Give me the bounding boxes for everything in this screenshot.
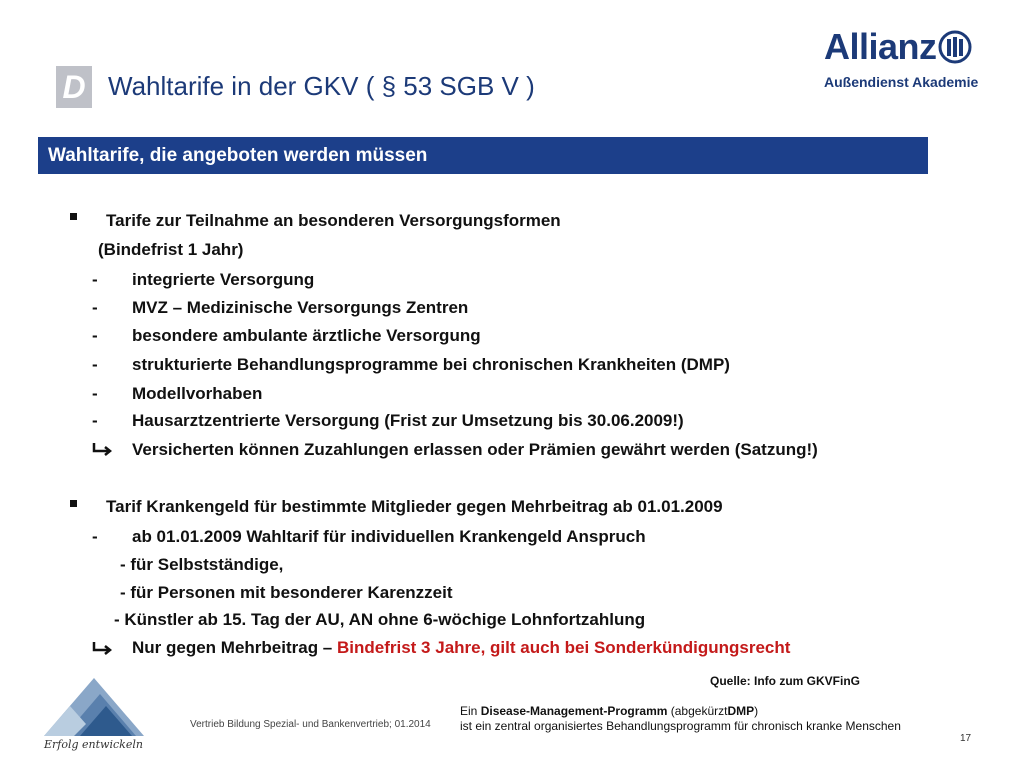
dash-bullet: - (92, 298, 98, 317)
slogan: Erfolg entwickeln (44, 738, 143, 751)
logo-subtitle: Außendienst Akademie (824, 74, 979, 90)
square-bullet-icon (70, 213, 77, 220)
bullet1-subtitle: (Bindefrist 1 Jahr) (98, 240, 244, 259)
sub-item: - für Selbstständige, (120, 555, 284, 574)
dmp-definition-line1: Ein Disease-Management-Programm (abgekürztDMP) (460, 704, 759, 718)
arrow-note: Versicherten können Zuzahlungen erlassen oder Prämien gewährt werden (Satzung!) (132, 440, 818, 459)
allianz-logo (818, 26, 978, 90)
arrow-right-icon (92, 441, 114, 459)
arrow-note-highlight: Bindefrist 3 Jahre, gilt auch bei Sonderkündigungsrecht (337, 638, 791, 657)
sub-item: - für Personen mit besonderer Karenzzeit (120, 583, 453, 602)
chapter-badge: D (56, 66, 92, 108)
list-item: Hausarztzentrierte Versorgung (Frist zur Umsetzung bis 30.06.2009!) (132, 411, 684, 430)
arrow-right-icon (92, 640, 114, 658)
source-note: Quelle: Info zum GKVFinG (710, 674, 860, 688)
list-item: strukturierte Behandlungsprogramme bei chronischen Krankheiten (DMP) (132, 355, 730, 374)
logo-name: Allianz (824, 26, 937, 67)
bullet2-title: Tarif Krankengeld für bestimmte Mitglieder gegen Mehrbeitrag ab 01.01.2009 (106, 497, 723, 516)
dash-bullet: - (92, 384, 98, 403)
list-item: integrierte Versorgung (132, 270, 315, 289)
arrow-note-prefix: Nur gegen Mehrbeitrag – (132, 638, 333, 657)
sub-item: - Künstler ab 15. Tag der AU, AN ohne 6-wöchige Lohnfortzahlung (114, 610, 646, 629)
list-item: ab 01.01.2009 Wahltarif für individuellen Krankengeld Anspruch (132, 527, 646, 546)
section-header-bar (38, 137, 928, 174)
footer-info: Vertrieb Bildung Spezial- und Bankenvertrieb; 01.2014 (190, 719, 431, 730)
page-number: 17 (960, 733, 972, 744)
dash-bullet: - (92, 270, 98, 289)
square-bullet-icon (70, 500, 77, 507)
allianz-eagle-icon (938, 30, 972, 64)
list-item: MVZ – Medizinische Versorgungs Zentren (132, 298, 469, 317)
dash-bullet: - (92, 326, 98, 345)
arrow-note-2 (132, 638, 790, 658)
section-title: Wahltarife, die angeboten werden müssen (48, 145, 428, 166)
dash-bullet: - (92, 527, 98, 546)
dmp-definition-line2: ist ein zentral organisiertes Behandlungsprogramm für chronisch kranke Menschen (460, 719, 901, 733)
bullet1-title: Tarife zur Teilnahme an besonderen Versorgungsformen (106, 211, 561, 230)
dash-bullet: - (92, 411, 98, 430)
list-item: Modellvorhaben (132, 384, 263, 403)
page-title: Wahltarife in der GKV ( § 53 SGB V ) (108, 71, 535, 101)
list-item: besondere ambulante ärztliche Versorgung (132, 326, 481, 345)
dash-bullet: - (92, 355, 98, 374)
